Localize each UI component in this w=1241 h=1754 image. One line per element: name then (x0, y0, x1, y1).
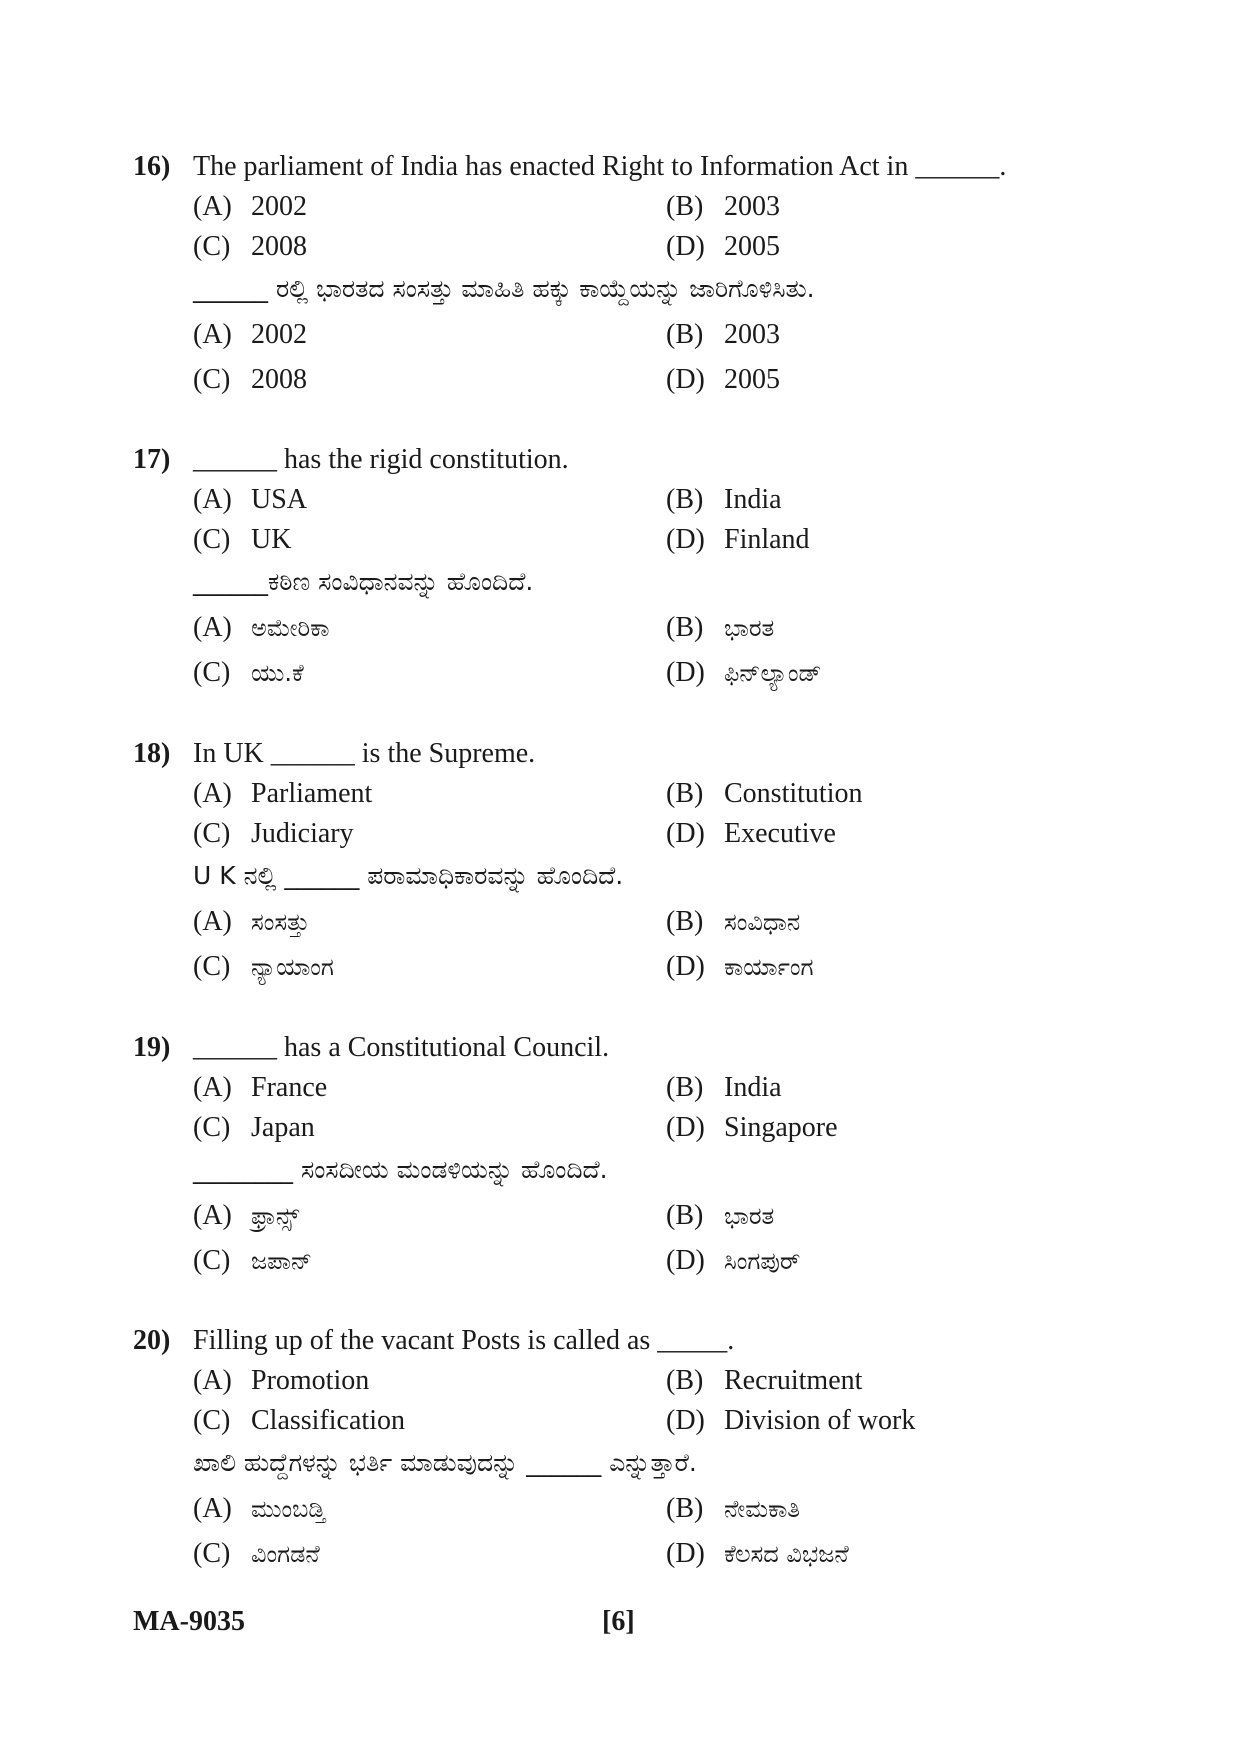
options-row (0, 520, 1241, 560)
kannada-question-text: ______ಕಠಿಣ ಸಂವಿಧಾನವನ್ನು ಹೊಂದಿದೆ. (193, 567, 534, 596)
paper-code: MA-9035 (133, 1606, 245, 1637)
options-row (0, 227, 1241, 267)
kannada-option-a: (A) ಅಮೇರಿಕಾ (193, 612, 330, 643)
option-a: (A) USA (193, 484, 308, 515)
kannada-option-c: (C) 2008 (193, 364, 307, 395)
question-text: ______ has a Constitutional Council. (193, 1032, 610, 1063)
kannada-option-a: (A) 2002 (193, 319, 307, 350)
option-c: (C) UK (193, 524, 292, 555)
options-row (0, 774, 1241, 814)
option-b: (B) Recruitment (666, 1365, 863, 1396)
option-b: (B) India (666, 484, 782, 515)
kannada-option-b: (B) ಭಾರತ (666, 1200, 775, 1231)
question-text: ______ has the rigid constitution. (193, 444, 569, 475)
page-number: [6] (602, 1606, 635, 1637)
kannada-option-c: (C) ಜಪಾನ್ (193, 1245, 313, 1276)
kannada-options-row (0, 360, 1241, 405)
option-d: (D) 2005 (666, 231, 780, 262)
kannada-question-text: ಖಾಲಿ ಹುದ್ದೆಗಳನ್ನು ಭರ್ತಿ ಮಾಡುವುದನ್ನು ______ ಎನ್ನುತ್ತಾರೆ. (193, 1448, 697, 1477)
options-row (0, 187, 1241, 227)
kannada-options-row (0, 1241, 1241, 1286)
kannada-options-row (0, 1489, 1241, 1534)
option-c: (C) Judiciary (193, 818, 354, 849)
question-19 (0, 1028, 1241, 1286)
question-text: In UK ______ is the Supreme. (193, 738, 536, 769)
question-header (0, 734, 1241, 774)
options-row (0, 1068, 1241, 1108)
options-row (0, 1401, 1241, 1441)
option-b: (B) Constitution (666, 778, 863, 809)
option-d: (D) Executive (666, 818, 836, 849)
kannada-option-c: (C) ಯು.ಕೆ (193, 657, 304, 688)
option-d: (D) Singapore (666, 1112, 838, 1143)
kannada-option-d: (D) ಸಿಂಗಪುರ್ (666, 1245, 801, 1276)
kannada-options-row (0, 902, 1241, 947)
options-row (0, 814, 1241, 854)
option-d: (D) Finland (666, 524, 810, 555)
question-17 (0, 440, 1241, 698)
options-row (0, 1108, 1241, 1148)
kannada-option-d: (D) ಕೆಲಸದ ವಿಭಜನೆ (666, 1538, 849, 1569)
question-18 (0, 734, 1241, 992)
kannada-question-text: U K ನಲ್ಲಿ ______ ಪರಾಮಾಧಿಕಾರವನ್ನು ಹೊಂದಿದೆ. (193, 861, 624, 890)
question-text: The parliament of India has enacted Right to Information Act in ______. (193, 151, 1007, 182)
kannada-question-text: ______ ರಲ್ಲಿ ಭಾರತದ ಸಂಸತ್ತು ಮಾಹಿತಿ ಹಕ್ಕು ಕಾಯ್ದೆಯನ್ನು ಜಾರಿಗೊಳಿಸಿತು. (193, 274, 815, 303)
kannada-option-d: (D) 2005 (666, 364, 780, 395)
kannada-options-row (0, 653, 1241, 698)
question-text: Filling up of the vacant Posts is called as _____. (193, 1325, 735, 1356)
option-a: (A) Promotion (193, 1365, 370, 1396)
kannada-option-a: (A) ಸಂಸತ್ತು (193, 906, 310, 937)
option-c: (C) Japan (193, 1112, 315, 1143)
option-b: (B) India (666, 1072, 782, 1103)
question-number: 19) (133, 1032, 171, 1063)
kannada-option-b: (B) ಸಂವಿಧಾನ (666, 906, 801, 937)
kannada-option-a: (A) ಫ್ರಾನ್ಸ್ (193, 1200, 300, 1231)
kannada-options-row (0, 315, 1241, 360)
kannada-option-c: (C) ನ್ಯಾಯಾಂಗ (193, 951, 334, 982)
question-header (0, 1321, 1241, 1361)
kannada-option-d: (D) ಫಿನ್‌ಲ್ಯಾಂಡ್ (666, 657, 822, 688)
question-header (0, 1028, 1241, 1068)
question-16 (0, 147, 1241, 405)
kannada-option-d: (D) ಕಾರ್ಯಾಂಗ (666, 951, 814, 982)
question-header (0, 440, 1241, 480)
option-a: (A) 2002 (193, 191, 307, 222)
kannada-option-b: (B) ಭಾರತ (666, 612, 775, 643)
option-b: (B) 2003 (666, 191, 780, 222)
question-number: 16) (133, 151, 171, 182)
kannada-options-row (0, 1196, 1241, 1241)
option-c: (C) 2008 (193, 231, 307, 262)
question-header (0, 147, 1241, 187)
kannada-option-b: (B) ನೇಮಕಾತಿ (666, 1493, 801, 1524)
question-number: 20) (133, 1325, 171, 1356)
option-a: (A) Parliament (193, 778, 373, 809)
kannada-options-row (0, 947, 1241, 992)
kannada-options-row (0, 608, 1241, 653)
kannada-question-text: ________ ಸಂಸದೀಯ ಮಂಡಳಿಯನ್ನು ಹೊಂದಿದೆ. (193, 1155, 608, 1184)
question-number: 18) (133, 738, 171, 769)
kannada-option-b: (B) 2003 (666, 319, 780, 350)
kannada-option-c: (C) ವಿಂಗಡನೆ (193, 1538, 320, 1569)
option-c: (C) Classification (193, 1405, 405, 1436)
option-a: (A) France (193, 1072, 328, 1103)
kannada-options-row (0, 1534, 1241, 1579)
options-row (0, 1361, 1241, 1401)
question-20 (0, 1321, 1241, 1579)
kannada-option-a: (A) ಮುಂಬಡ್ತಿ (193, 1493, 326, 1524)
option-d: (D) Division of work (666, 1405, 916, 1436)
options-row (0, 480, 1241, 520)
question-number: 17) (133, 444, 171, 475)
